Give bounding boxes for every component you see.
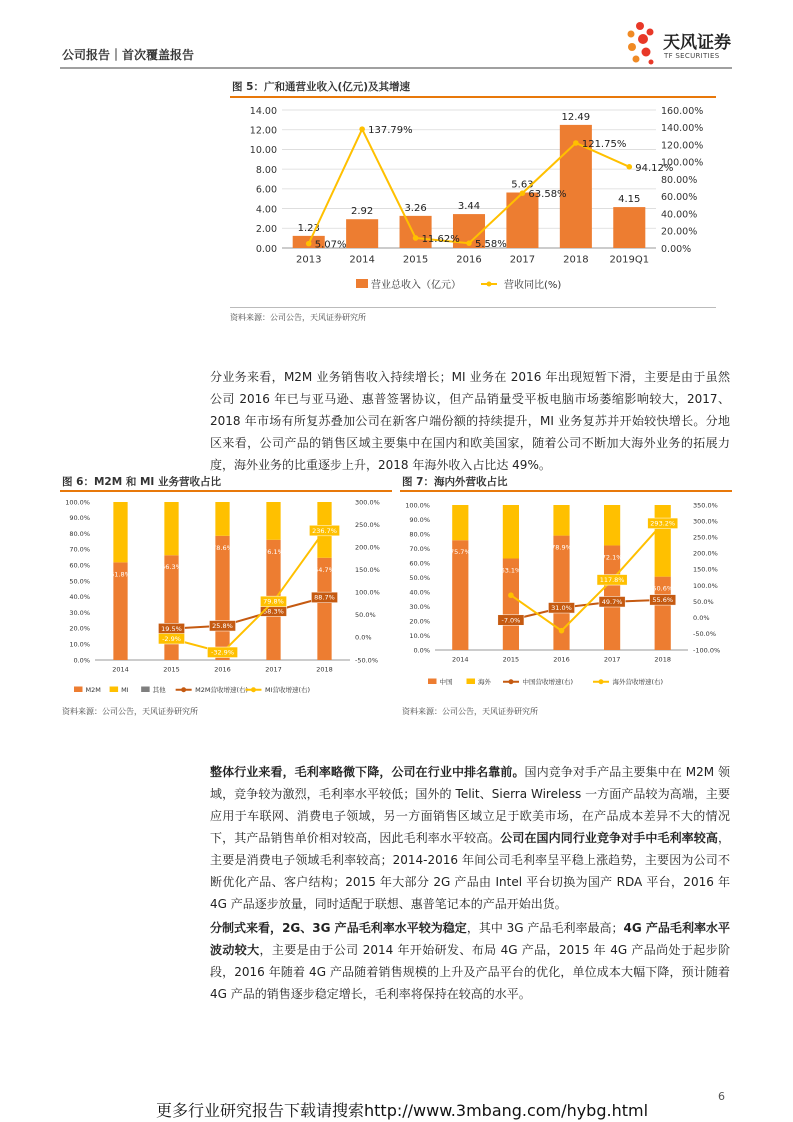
line-data-label: 121.75% [581, 138, 627, 150]
bar-data-label: 1.23 [297, 222, 320, 234]
x-axis-category-label: 2018 [654, 655, 671, 664]
bar-data-label: 64.7% [314, 565, 335, 574]
line-data-label: 79.8% [263, 597, 284, 606]
series-line [172, 531, 325, 653]
right-axis-tick-label: 200.0% [355, 543, 380, 552]
figure7-title: 图 7：海内外营收占比 [402, 476, 508, 488]
paragraph2-bold-2: 公司在国内同行业竞争对手中毛利率较高 [500, 831, 718, 845]
line-data-label: 58.3% [263, 607, 284, 616]
x-axis-category-label: 2015 [502, 655, 520, 664]
line-data-label: 5.07% [314, 239, 347, 251]
x-axis-category-label: 2017 [265, 665, 282, 674]
left-axis-tick-label: 50.0% [409, 573, 430, 582]
line-data-label: 19.5% [161, 624, 182, 633]
bar-segment [113, 502, 127, 562]
legend-label: MI营收增速(右) [264, 686, 311, 694]
legend-swatch [74, 687, 83, 693]
x-axis-category-label: 2017 [603, 655, 621, 664]
bar-data-label: 12.49 [561, 111, 591, 123]
figure5-title: 图 5：广和通营业收入(亿元)及其增速 [232, 81, 411, 93]
legend-label: 营收同比(%) [504, 280, 562, 291]
left-axis-tick-label: 14.00 [249, 105, 277, 117]
logo-text-en: TF SECURITIES [664, 52, 720, 60]
left-axis-tick-label: 70.0% [69, 545, 90, 554]
left-axis-tick-label: 10.0% [409, 631, 430, 640]
paragraph3-bold-lead: 分制式来看，2G、3G 产品毛利率水平较为稳定 [210, 921, 467, 935]
bar-data-label: 4.15 [618, 194, 641, 206]
legend-swatch [428, 679, 437, 685]
left-axis-tick-label: 8.00 [255, 164, 277, 176]
figure6-source: 资料来源：公司公告，天风证券研究所 [62, 707, 198, 716]
right-axis-tick-label: 50.0% [693, 597, 714, 606]
right-axis-tick-label: -100.0% [693, 646, 721, 655]
legend-label: M2M [85, 686, 101, 694]
bar-data-label: 50.6% [652, 584, 674, 593]
line-point [413, 235, 419, 241]
bar-segment [215, 502, 229, 536]
left-axis-tick-label: 12.00 [249, 125, 277, 137]
line-point [359, 126, 365, 132]
line-point [559, 628, 565, 634]
line-data-label: -32.9% [211, 648, 234, 657]
right-axis-tick-label: 300.0% [355, 498, 380, 507]
logo-text-cn: 天风证券 [663, 33, 731, 53]
legend-label: 营业总收入（亿元） [371, 280, 461, 291]
bar-data-label: 3.26 [404, 202, 427, 214]
right-axis-tick-label: 50.0% [355, 611, 376, 620]
bar-segment [503, 505, 519, 559]
x-axis-category-label: 2014 [452, 655, 469, 664]
x-axis-category-label: 2016 [553, 655, 570, 664]
right-axis-tick-label: 250.0% [693, 533, 718, 542]
x-axis-category-label: 2015 [402, 254, 429, 266]
line-data-label: 31.0% [551, 604, 572, 613]
right-axis-tick-label: 160.00% [661, 105, 704, 117]
footer-download-link[interactable]: 更多行业研究报告下载请搜索http://www.3mbang.com/hybg.html [156, 1101, 649, 1120]
bar-segment [346, 219, 378, 248]
bar-data-label: 75.7% [449, 548, 471, 557]
line-data-label: -7.0% [501, 616, 521, 625]
right-axis-tick-label: 100.0% [355, 588, 380, 597]
legend-label: 其他 [152, 686, 166, 694]
bar-segment [604, 505, 620, 545]
right-axis-tick-label: 80.00% [661, 174, 698, 186]
right-axis-tick-label: 200.0% [693, 549, 718, 558]
bar-data-label: 78.9% [551, 543, 572, 552]
legend-label: 中国 [439, 678, 453, 686]
page-number: 6 [718, 1090, 725, 1103]
left-axis-tick-label: 30.0% [409, 602, 430, 611]
left-axis-tick-label: 10.0% [69, 640, 90, 649]
bar-data-label: 5.63 [511, 179, 534, 191]
line-point [520, 190, 526, 196]
series-line [172, 597, 325, 631]
legend-label: MI [121, 686, 129, 694]
left-axis-tick-label: 2.00 [255, 224, 277, 236]
left-axis-tick-label: 0.0% [73, 656, 90, 665]
legend-label: 海外营收增速(右) [612, 678, 664, 686]
left-axis-tick-label: 4.00 [255, 204, 277, 216]
figure6-title: 图 6：M2M 和 MI 业务营收占比 [62, 476, 221, 488]
bar-data-label: 78.6% [212, 543, 233, 552]
right-axis-tick-label: 0.0% [693, 614, 710, 623]
line-data-label: 293.2% [650, 519, 676, 528]
legend-label: 中国营收增速(右) [522, 678, 574, 686]
x-axis-category-label: 2018 [563, 254, 589, 266]
line-data-label: 63.58% [528, 189, 567, 201]
bar-data-label: 72.1% [601, 553, 623, 562]
left-axis-tick-label: 10.00 [249, 145, 277, 157]
header-divider [60, 67, 732, 69]
line-data-label: 117.8% [599, 576, 625, 585]
bar-segment [452, 505, 468, 540]
bar-data-label: 66.3% [161, 563, 182, 572]
left-axis-tick-label: 100.0% [65, 498, 90, 507]
right-axis-tick-label: 300.0% [693, 517, 718, 526]
paragraph-industry-margin [210, 761, 730, 915]
paragraph-business-analysis: 分业务来看，M2M 业务销售收入持续增长；MI 业务在 2016 年出现短暂下滑，主要是由于虽然公司 2016 年已与亚马逊、惠普签署协议，但产品销量受平板电脑市场萎缩影响较大，2017、2018 年市场有所复苏叠加公司在新客户端份额的持续提升，MI 业务复苏并开始较快增长。分地区来看，公司产品的销售区域主要集中在国内和欧美国家，随着公司不断加大海外业务的拓展力度，海外业务的比重逐步上升，2018 年海外收入占比达 49%。 [210, 370, 730, 472]
paragraph-format-margin [210, 917, 730, 1005]
line-data-label: 88.7% [314, 593, 335, 602]
line-point [573, 140, 579, 146]
right-axis-tick-label: 0.00% [661, 243, 692, 255]
right-axis-tick-label: 60.00% [661, 192, 698, 203]
left-axis-tick-label: 50.0% [69, 577, 90, 586]
paragraph3-text-1: ，其中 3G 产品毛利率最高； [466, 921, 624, 935]
right-axis-tick-label: -50.0% [693, 630, 716, 639]
line-point [508, 592, 514, 598]
left-axis-tick-label: 70.0% [409, 544, 430, 553]
right-axis-tick-label: 140.00% [661, 123, 704, 134]
legend-label: M2M营收增速(右) [195, 686, 249, 694]
bar-segment [506, 193, 538, 248]
company-logo [618, 18, 738, 68]
header-title: 公司报告｜首次覆盖报告 [62, 48, 195, 62]
figure7-chart [400, 492, 732, 700]
figure6-chart [60, 492, 392, 700]
right-axis-tick-label: 20.00% [661, 226, 698, 238]
bar-segment [553, 505, 569, 536]
left-axis-tick-label: 6.00 [255, 184, 277, 196]
bar-segment [452, 540, 468, 650]
line-point [306, 241, 312, 247]
figure5-source: 资料来源：公司公告，天风证券研究所 [230, 313, 366, 322]
bar-data-label: 3.44 [457, 201, 481, 213]
paragraph3-text-2: ，主要是由于公司 2014 年开始研发、布局 4G 产品，2015 年 4G 产品尚处于起步阶段，2016 年随着 4G 产品随着销售规模的上升及产品平台的优化，单位成本大幅下降，预计随着 4G 产品的销售逐步稳定增长，毛利率将保持在较高的水平。 [210, 943, 730, 1001]
legend-line-point [599, 679, 604, 684]
line-data-label: 49.7% [601, 598, 623, 607]
bar-data-label: 63.1% [500, 566, 522, 575]
paragraph2-bold-lead: 整体行业来看，毛利率略微下降，公司在行业中排名靠前。 [210, 765, 525, 779]
left-axis-tick-label: 20.0% [409, 617, 430, 626]
bar-data-label: 61.8% [110, 570, 131, 579]
logo-dots-icon [618, 18, 662, 68]
right-axis-tick-label: 350.0% [693, 501, 718, 510]
left-axis-tick-label: 40.0% [69, 593, 90, 602]
line-point [626, 164, 632, 170]
left-axis-tick-label: 20.0% [69, 624, 90, 633]
bar-segment [215, 536, 229, 660]
right-axis-tick-label: 100.0% [693, 581, 718, 590]
right-axis-tick-label: 150.0% [693, 565, 718, 574]
x-axis-category-label: 2014 [349, 254, 375, 266]
right-axis-tick-label: 150.0% [355, 565, 380, 574]
bar-segment [613, 207, 645, 248]
legend-swatch [110, 687, 119, 693]
right-axis-tick-label: 100.00% [661, 157, 704, 169]
line-data-label: 94.12% [635, 162, 674, 174]
left-axis-tick-label: 30.0% [69, 608, 90, 617]
x-axis-category-label: 2016 [456, 254, 482, 266]
left-axis-tick-label: 60.0% [409, 559, 430, 568]
x-axis-category-label: 2018 [316, 665, 333, 674]
figure7-source: 资料来源：公司公告，天风证券研究所 [402, 707, 538, 716]
line-data-label: 5.58% [475, 239, 507, 251]
legend-line-point [181, 687, 186, 692]
legend-swatch [356, 279, 368, 288]
legend-line-point [509, 679, 514, 684]
legend-swatch [467, 679, 476, 685]
legend-line-point [487, 282, 492, 287]
line-data-label: 11.62% [421, 233, 460, 245]
left-axis-tick-label: 80.0% [409, 530, 430, 539]
line-point [466, 240, 472, 246]
legend-label: 海外 [478, 678, 491, 686]
left-axis-tick-label: 90.0% [409, 515, 430, 524]
line-data-label: 137.79% [368, 125, 413, 137]
bar-data-label: 76.1% [263, 547, 284, 556]
x-axis-category-label: 2015 [163, 665, 180, 674]
x-axis-category-label: 2014 [112, 665, 129, 674]
figure5-chart [230, 100, 716, 306]
left-axis-tick-label: 40.0% [409, 588, 430, 597]
right-axis-tick-label: 0.0% [355, 633, 372, 642]
left-axis-tick-label: 100.0% [405, 501, 430, 510]
line-data-label: 25.8% [212, 622, 233, 631]
x-axis-category-label: 2019Q1 [609, 254, 650, 266]
left-axis-tick-label: 0.0% [413, 646, 430, 655]
line-data-label: 55.6% [652, 596, 674, 605]
right-axis-tick-label: -50.0% [355, 656, 378, 665]
legend-line-point [251, 687, 256, 692]
bar-data-label: 2.92 [351, 206, 374, 218]
paragraph2-text-2: ，主要是消费电子领域毛利率较高；2014-2016 年间公司毛利率呈平稳上涨趋势，主要因为公司不断优化产品、客户结构；2015 年大部分 2G 产品由 Intel 平台切换为国产 RDA 平台，2016 年 4G 产品逐步放量，同时适配于联想、惠普笔记本的产品开始出货。 [210, 831, 730, 911]
left-axis-tick-label: 80.0% [69, 529, 90, 538]
left-axis-tick-label: 90.0% [69, 514, 90, 523]
left-axis-tick-label: 60.0% [69, 561, 90, 570]
left-axis-tick-label: 0.00 [255, 243, 277, 255]
figure5-bottom-rule [230, 307, 716, 308]
figure5-title-rule [230, 96, 716, 98]
paragraph3-bold-2: 4G 产品毛利率水平波动较大 [210, 921, 730, 957]
x-axis-category-label: 2016 [214, 665, 231, 674]
bar-segment [164, 502, 178, 555]
line-data-label: -2.9% [162, 634, 181, 643]
legend-swatch [141, 687, 150, 693]
bar-segment [266, 502, 280, 540]
right-axis-tick-label: 250.0% [355, 520, 380, 529]
line-data-label: 236.7% [312, 526, 337, 535]
x-axis-category-label: 2017 [509, 254, 536, 266]
x-axis-category-label: 2013 [295, 254, 322, 266]
paragraph2-text-1: 国内竞争对手产品主要集中在 M2M 领域，竞争较为激烈，毛利率水平较低；国外的 Telit、Sierra Wireless 一方面产品较为高端，主要应用于车联网、消费电子领域，另一方面销售区域立足于欧美市场，在产品成本差异不大的情况下，其产品销售单价相对较高，因此毛利率水平较高。 [210, 765, 730, 845]
bar-segment [655, 505, 671, 577]
series-line [511, 600, 663, 620]
right-axis-tick-label: 40.00% [661, 209, 698, 221]
right-axis-tick-label: 120.00% [661, 140, 704, 152]
